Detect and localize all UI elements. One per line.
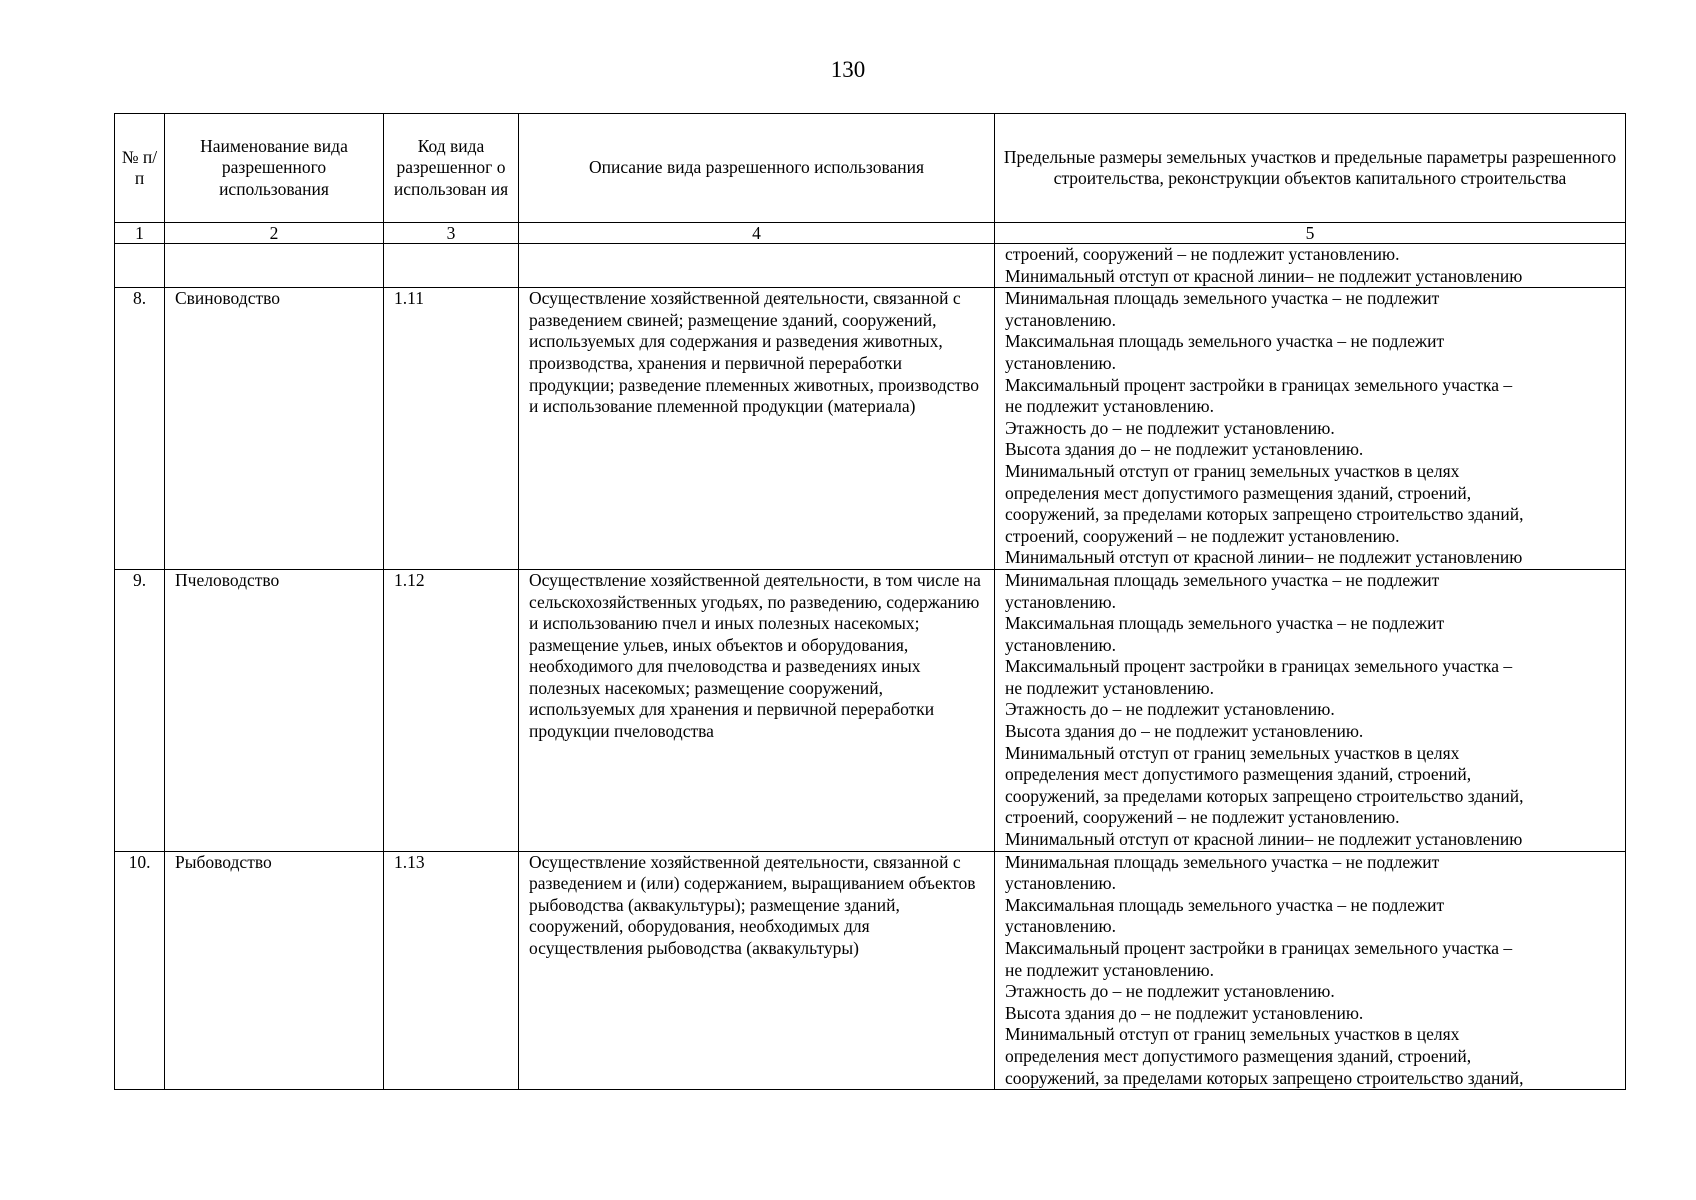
param-line: сооружений, за пределами которых запрещено строительство зданий, bbox=[1005, 785, 1524, 806]
param-line: Этажность до – не подлежит установлению. bbox=[1005, 417, 1335, 438]
param-line: Этажность до – не подлежит установлению. bbox=[1005, 981, 1335, 1002]
cell-num: 10. bbox=[115, 851, 165, 1090]
table-row bbox=[115, 288, 1626, 570]
param-line: установлению. bbox=[1005, 873, 1116, 894]
param-line: Минимальная площадь земельного участка – не подлежит bbox=[1005, 288, 1440, 309]
table-row bbox=[115, 851, 1626, 1090]
param-line: не подлежит установлению. bbox=[1005, 959, 1214, 980]
cell-description: Осуществление хозяйственной деятельности, связанной с разведением свиней; размещение зданий, сооружений, используемых для содержания и разведения животных, производства, хранения и первичной переработки продукции; разведение племенных животных, производство и использование племенной продукции (материала) bbox=[519, 288, 995, 570]
cell-parameters bbox=[995, 288, 1626, 570]
column-number: 4 bbox=[519, 223, 995, 244]
param-line: Минимальная площадь земельного участка – не подлежит bbox=[1005, 569, 1440, 590]
table-header-row bbox=[115, 114, 1626, 223]
column-number: 2 bbox=[165, 223, 384, 244]
param-line: Минимальный отступ от красной линии– не подлежит установлению bbox=[1005, 829, 1523, 850]
param-line: строений, сооружений – не подлежит установлению. bbox=[1005, 525, 1400, 546]
table-row-continuation bbox=[115, 244, 1626, 288]
column-number: 3 bbox=[384, 223, 519, 244]
param-line: Минимальный отступ от красной линии– не подлежит установлению bbox=[1005, 265, 1523, 286]
param-line: не подлежит установлению. bbox=[1005, 677, 1214, 698]
param-line: строений, сооружений – не подлежит установлению. bbox=[1005, 244, 1400, 264]
param-line: Максимальный процент застройки в границах земельного участка – bbox=[1005, 656, 1513, 677]
param-line: установлению. bbox=[1005, 309, 1116, 330]
cell-parameters bbox=[995, 244, 1626, 288]
cell-description: Осуществление хозяйственной деятельности, в том числе на сельскохозяйственных угодьях, по разведению, содержанию и использованию пчел и иных полезных насекомых; размещение ульев, иных объектов и оборудования, необходимого для пчеловодства и разведениях иных полезных насекомых; размещение сооружений, используемых для хранения и первичной переработки продукции пчеловодства bbox=[519, 569, 995, 851]
param-line: установлению. bbox=[1005, 591, 1116, 612]
param-line: определения мест допустимого размещения зданий, строений, bbox=[1005, 1045, 1472, 1066]
param-line: Минимальный отступ от границ земельных участков в целях bbox=[1005, 460, 1460, 481]
param-line: Этажность до – не подлежит установлению. bbox=[1005, 699, 1335, 720]
param-line: Максимальная площадь земельного участка – не подлежит bbox=[1005, 331, 1445, 352]
page-number: 130 bbox=[830, 57, 866, 82]
param-line: не подлежит установлению. bbox=[1005, 396, 1214, 417]
param-line: установлению. bbox=[1005, 352, 1116, 373]
param-line: установлению. bbox=[1005, 916, 1116, 937]
column-number: 5 bbox=[995, 223, 1626, 244]
cell-parameters bbox=[995, 569, 1626, 851]
table-row bbox=[115, 569, 1626, 851]
param-line: строений, сооружений – не подлежит установлению. bbox=[1005, 807, 1400, 828]
param-line: Высота здания до – не подлежит установлению. bbox=[1005, 439, 1364, 460]
cell-num: 8. bbox=[115, 288, 165, 570]
cell-name: Пчеловодство bbox=[165, 569, 384, 851]
column-numbering-row bbox=[115, 223, 1626, 244]
param-line: определения мест допустимого размещения зданий, строений, bbox=[1005, 764, 1472, 785]
header-code: Код вида разрешенног о использован ия bbox=[384, 114, 519, 223]
column-number: 1 bbox=[115, 223, 165, 244]
param-line: Высота здания до – не подлежит установлению. bbox=[1005, 721, 1364, 742]
param-line: сооружений, за пределами которых запрещено строительство зданий, bbox=[1005, 1067, 1524, 1088]
cell-description bbox=[519, 244, 995, 288]
cell-name: Рыбоводство bbox=[165, 851, 384, 1090]
param-line: Минимальный отступ от границ земельных участков в целях bbox=[1005, 1024, 1460, 1045]
cell-parameters bbox=[995, 851, 1626, 1090]
cell-code: 1.11 bbox=[384, 288, 519, 570]
cell-num bbox=[115, 244, 165, 288]
param-line: сооружений, за пределами которых запрещено строительство зданий, bbox=[1005, 504, 1524, 525]
param-line: Максимальная площадь земельного участка – не подлежит bbox=[1005, 613, 1445, 634]
cell-code bbox=[384, 244, 519, 288]
param-line: Минимальная площадь земельного участка – не подлежит bbox=[1005, 851, 1440, 872]
param-line: установлению. bbox=[1005, 634, 1116, 655]
param-line: Минимальный отступ от границ земельных участков в целях bbox=[1005, 742, 1460, 763]
param-line: Максимальная площадь земельного участка – не подлежит bbox=[1005, 894, 1445, 915]
cell-code: 1.13 bbox=[384, 851, 519, 1090]
cell-code: 1.12 bbox=[384, 569, 519, 851]
cell-description: Осуществление хозяйственной деятельности, связанной с разведением и (или) содержанием, выращиванием объектов рыбоводства (аквакультуры); размещение зданий, сооружений, оборудования, необходимых для осуществления рыбоводства (аквакультуры) bbox=[519, 851, 995, 1090]
cell-name: Свиноводство bbox=[165, 288, 384, 570]
header-num: № п/п bbox=[115, 114, 165, 223]
param-line: Максимальный процент застройки в границах земельного участка – bbox=[1005, 374, 1513, 395]
header-description: Описание вида разрешенного использования bbox=[519, 114, 995, 223]
param-line: Максимальный процент застройки в границах земельного участка – bbox=[1005, 938, 1513, 958]
param-line: определения мест допустимого размещения зданий, строений, bbox=[1005, 482, 1472, 503]
land-use-table bbox=[114, 113, 1626, 1090]
cell-name bbox=[165, 244, 384, 288]
param-line: Минимальный отступ от красной линии– не подлежит установлению bbox=[1005, 547, 1523, 568]
cell-num: 9. bbox=[115, 569, 165, 851]
param-line: Высота здания до – не подлежит установлению. bbox=[1005, 1002, 1364, 1023]
header-name: Наименование вида разрешенного использования bbox=[165, 114, 384, 223]
header-parameters: Предельные размеры земельных участков и предельные параметры разрешенного строительства, реконструкции объектов капитального строительства bbox=[995, 114, 1626, 223]
